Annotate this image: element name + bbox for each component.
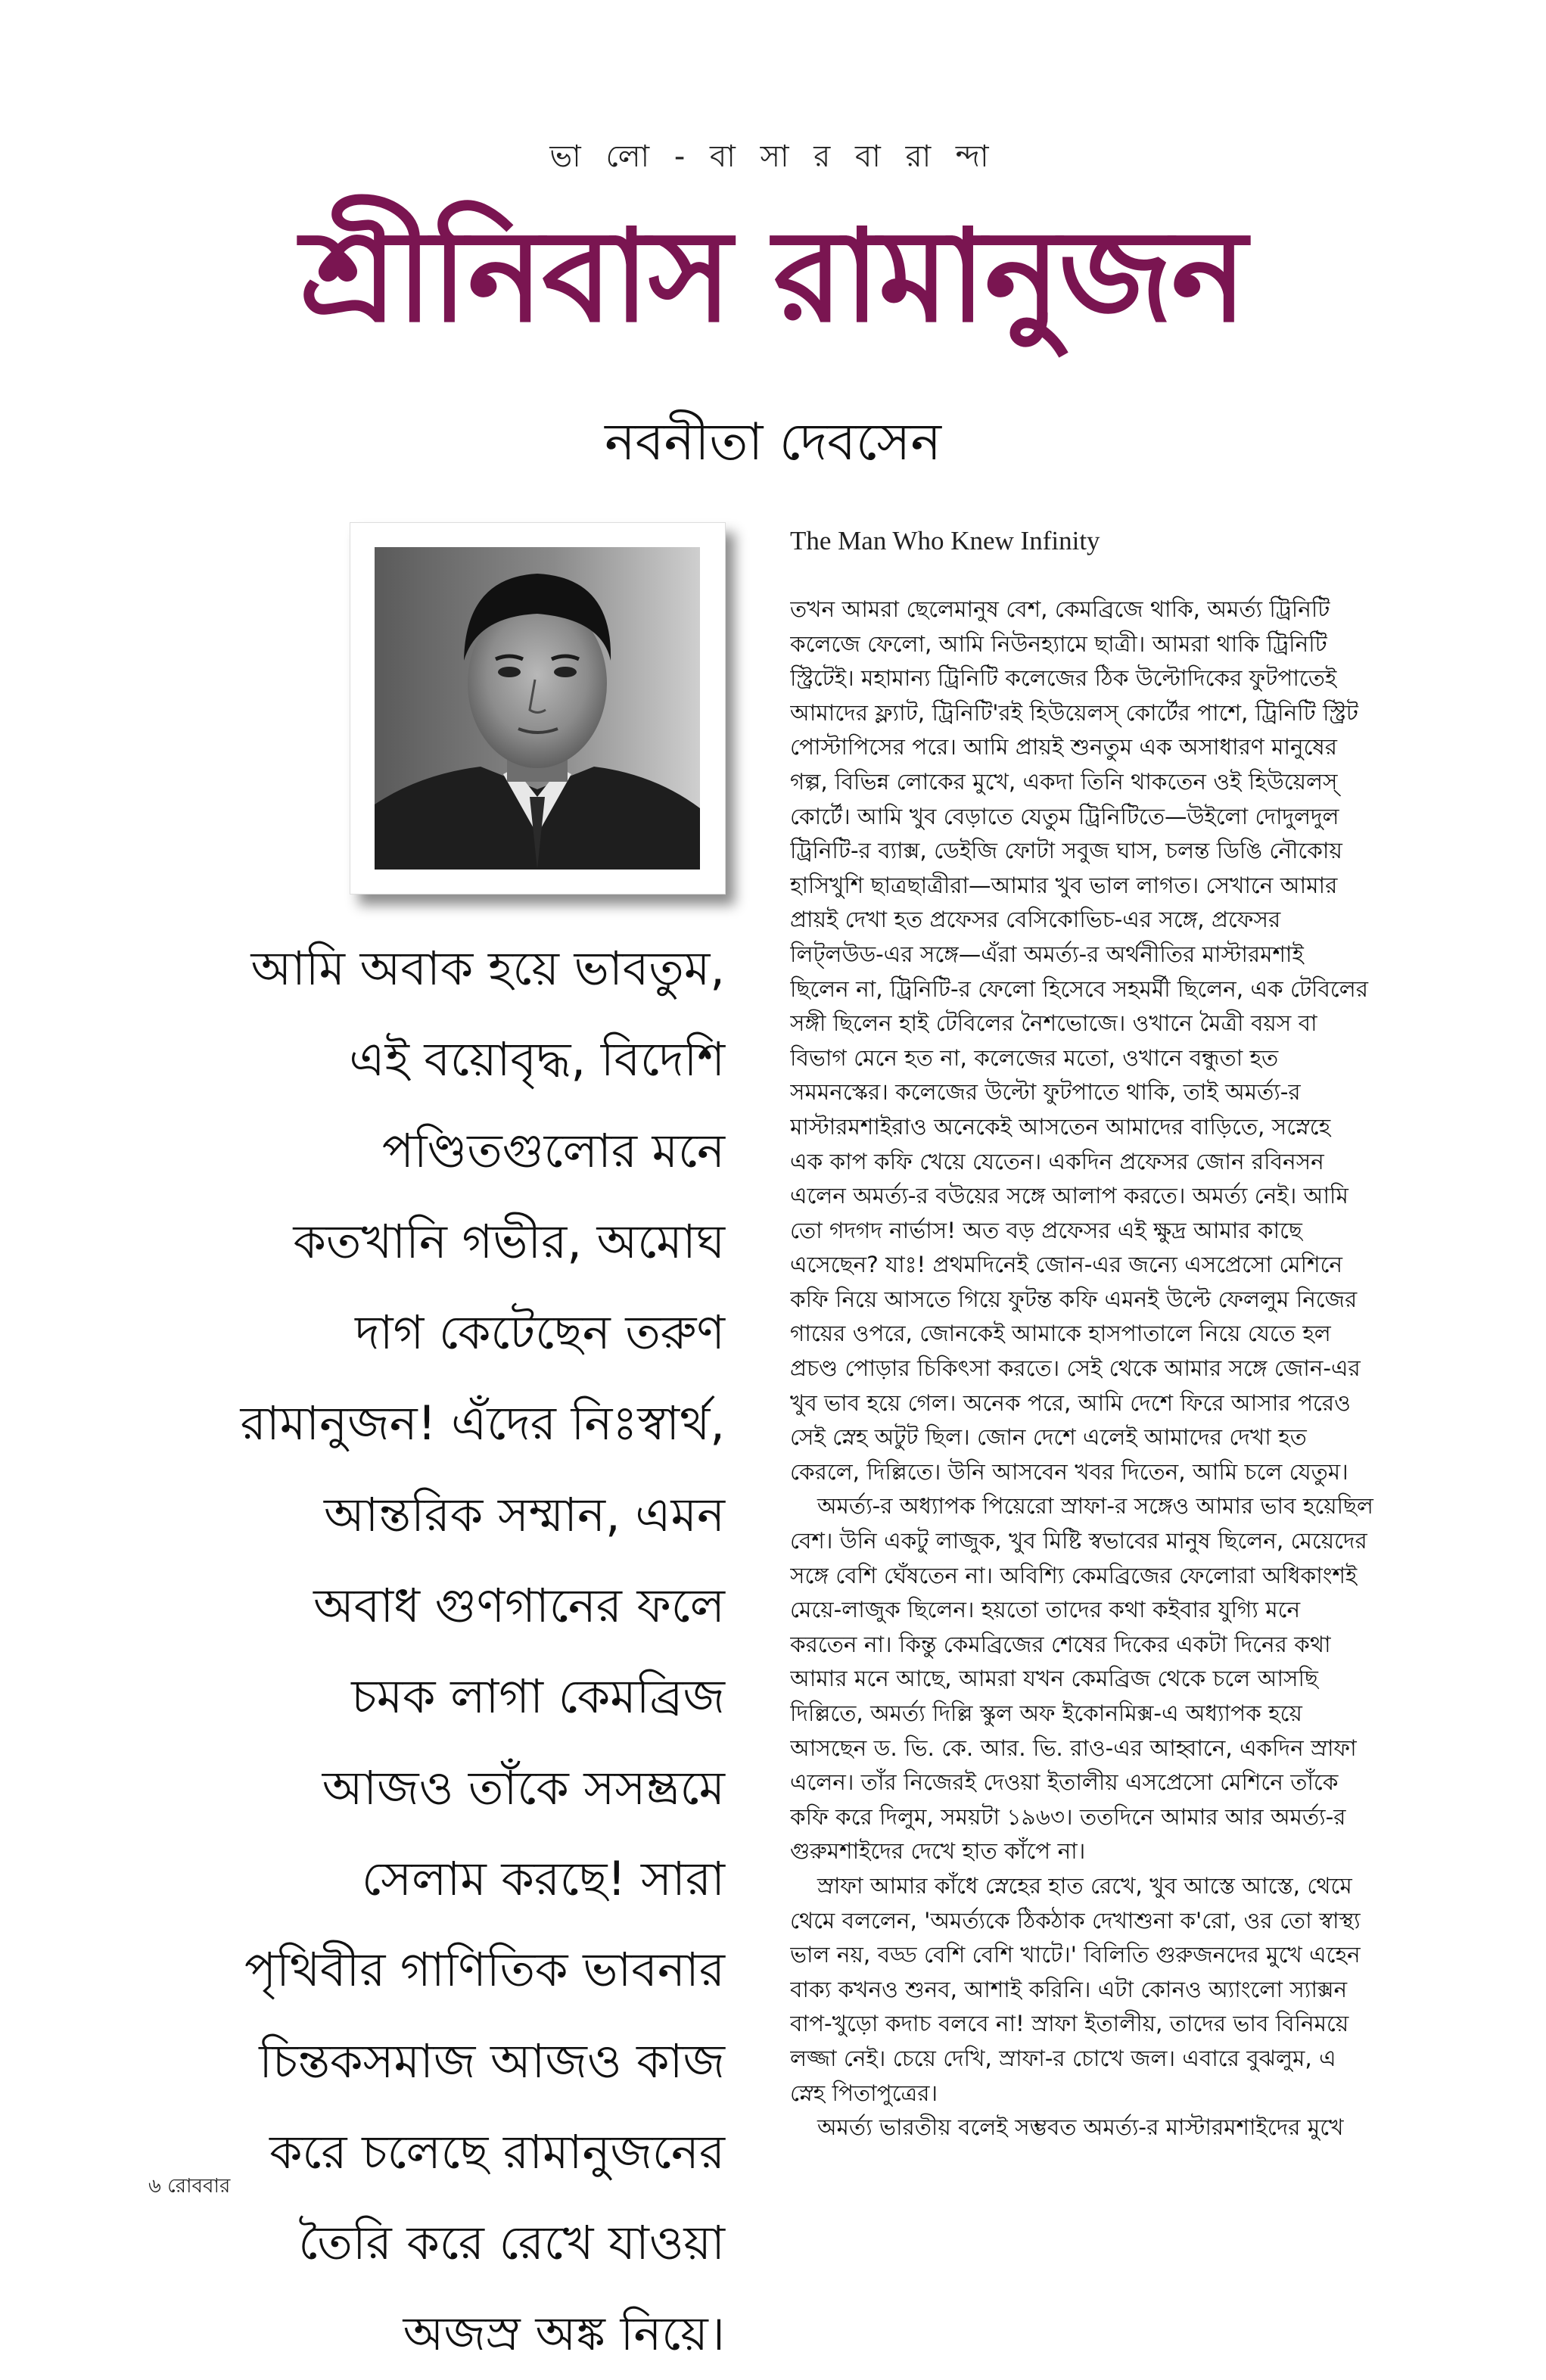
pull-quote-line: পৃথিবীর গাণিতিক ভাবনার <box>244 1942 725 1998</box>
article-line: বাক্য কখনও শুনব, আশাই করিনি। এটা কোনও অ্যাংলো স্যাক্সন <box>790 1976 1348 2002</box>
article-line: লজ্জা নেই। চেয়ে দেখি, স্রাফা-র চোখে জল। এবারে বুঝলুম, এ <box>790 2045 1336 2071</box>
article-line: মেয়ে-লাজুক ছিলেন। হয়তো তাদের কথা কইবার যুগ্যি মনে <box>790 1597 1301 1623</box>
pull-quote-line: অবাধ গুণগানের ফলে <box>313 1578 725 1634</box>
article-paragraph <box>790 1869 1426 2111</box>
article-line: লিট্‌লউড-এর সঙ্গে—এঁরা অমর্ত্য-র অর্থনীতির মাস্টারমশাই <box>790 941 1304 967</box>
article-line: এলেন। তাঁর নিজেরই দেওয়া ইতালীয় এসপ্রেসো মেশিনে তাঁকে <box>790 1769 1339 1796</box>
page-footer: ৬ রোববার <box>148 2175 231 2198</box>
article-line: দিল্লিতে, অমর্ত্য দিল্লি স্কুল অফ ইকোনমিক্স-এ অধ্যাপক হয়ে <box>790 1700 1302 1726</box>
article-paragraph <box>790 1489 1426 1869</box>
article-line: কফি করে দিলুম, সময়টা ১৯৬৩। ততদিনে আমার আর অমর্ত্য-র <box>790 1803 1346 1830</box>
article-line: বেশ। উনি একটু লাজুক, খুব মিষ্টি স্বভাবের মানুষ ছিলেন, মেয়েদের <box>790 1528 1367 1554</box>
pull-quote-line: আন্তরিক সম্মান, এমন <box>324 1486 725 1542</box>
article-line: খুব ভাব হয়ে গেল। অনেক পরে, আমি দেশে ফিরে আসার পরেও <box>790 1389 1351 1416</box>
article-line: বাপ-খুড়ো কদাচ বলবে না! স্রাফা ইতালীয়, তাদের ভাব বিনিময়ে <box>790 2011 1349 2037</box>
article-author: নবনীতা দেবসেন <box>605 412 941 472</box>
article-line: কলেজে ফেলো, আমি নিউনহ্যামে ছাত্রী। আমরা থাকি ট্রিনিটি <box>790 630 1327 657</box>
article-line: ভাল নয়, বড্ড বেশি বেশি খাটে।' বিলিতি গুরুজনদের মুখে এহেন <box>790 1942 1361 1968</box>
article-line: আমার মনে আছে, আমরা যখন কেমব্রিজ থেকে চলে আসছি <box>790 1666 1318 1692</box>
article-line: কোর্টে। আমি খুব বেড়াতে যেতুম ট্রিনিটিতে—উইলো দোদুলদুল <box>790 803 1339 829</box>
article-line: পোস্টাপিসের পরে। আমি প্রায়ই শুনতুম এক অসাধারণ মানুষের <box>790 734 1337 761</box>
article-line: সঙ্গে বেশি ঘেঁষতেন না। অবিশ্যি কেমব্রিজের ফেলোরা অধিকাংশই <box>790 1562 1358 1588</box>
article-line: তখন আমরা ছেলেমানুষ বেশ, কেমব্রিজে থাকি, অমর্ত্য ট্রিনিটি <box>790 596 1330 622</box>
article-line: স্নেহ পিতাপুত্রের। <box>790 2080 938 2106</box>
article-line: গল্প, বিভিন্ন লোকের মুখে, একদা তিনি থাকতেন ওই হিউয়েলস্ <box>790 768 1338 795</box>
pull-quote-line: পণ্ডিতগুলোর মনে <box>381 1122 725 1178</box>
section-kicker: ভা লো - বা সা র বা রা ন্দা <box>549 139 997 174</box>
article-body <box>790 526 1426 2145</box>
article-line: বিভাগ মেনে হত না, কলেজের মতো, ওখানে বন্ধুতা হত <box>790 1044 1279 1071</box>
article-paragraph <box>790 593 1426 1489</box>
pull-quote-line: চিন্তকসমাজ আজও কাজ <box>259 2033 725 2089</box>
article-line: গায়ের ওপরে, জোনকেই আমাকে হাসপাতালে নিয়ে যেতে হল <box>790 1321 1331 1347</box>
article-line: এলেন অমর্ত্য-র বউয়ের সঙ্গে আলাপ করতে। অমর্ত্য নেই। আমি <box>790 1183 1348 1209</box>
article-line: মাস্টারমশাইরাও অনেকেই আসতেন আমাদের বাড়িতে, সস্নেহে <box>790 1113 1331 1140</box>
portrait-photo-icon <box>375 547 700 870</box>
pull-quote-line: তৈরি করে রেখে যাওয়া <box>298 2215 725 2271</box>
article-line: এসেছেন? যাঃ! প্রথমদিনেই জোন-এর জন্যে এসপ্রেসো মেশিনে <box>790 1252 1343 1278</box>
article-line: প্রায়ই দেখা হত প্রফেসর বেসিকোভিচ-এর সঙ্গে, প্রফেসর <box>790 907 1281 933</box>
article-line: কেরলে, দিল্লিতে। উনি আসবেন খবর দিতেন, আমি চলে যেতুম। <box>790 1458 1348 1485</box>
article-line: সেই স্নেহ অটুট ছিল। জোন দেশে এলেই আমাদের দেখা হত <box>790 1424 1307 1451</box>
article-line: সমমনস্কের। কলেজের উল্টো ফুটপাতে থাকি, তাই অমর্ত্য-র <box>790 1079 1301 1106</box>
pull-quote-line: চমক লাগা কেমব্রিজ <box>351 1669 725 1725</box>
article-line: গুরুমশাইদের দেখে হাত কাঁপে না। <box>790 1838 1086 1865</box>
article-title: শ্রীনিবাস রামানুজন <box>300 202 1246 350</box>
article-line: তো গদগদ নার্ভাস! অত বড় প্রফেসর এই ক্ষুদ্র আমার কাছে <box>790 1217 1302 1243</box>
article-subhead: The Man Who Knew Infinity <box>790 526 1100 555</box>
article-line: এক কাপ কফি খেয়ে যেতেন। একদিন প্রফেসর জোন রবিনসন <box>790 1148 1324 1174</box>
article-line: ট্রিনিটি-র ব্যাক্স, ডেইজি ফোটা সবুজ ঘাস, চলন্ত ডিঙি নৌকোয় <box>790 838 1342 864</box>
pull-quote-line: আজও তাঁকে সসম্ভ্রমে <box>322 1759 725 1815</box>
pull-quote-line: করে চলেছে রামানুজনের <box>269 2123 725 2179</box>
pull-quote-line: সেলাম করছে! সারা <box>362 1850 725 1906</box>
article-line: স্ট্রিটেই। মহামান্য ট্রিনিটি কলেজের ঠিক উল্টোদিকের ফুটপাতেই <box>790 665 1337 692</box>
pull-quote-line: কতখানি গভীর, অমোঘ <box>293 1213 725 1269</box>
pull-quote-line: আমি অবাক হয়ে ভাবতুম, <box>250 941 725 996</box>
article-line: হাসিখুশি ছাত্রছাত্রীরা—আমার খুব ভাল লাগত। সেখানে আমার <box>790 872 1338 898</box>
pull-quote <box>114 923 725 2380</box>
portrait-photo <box>350 522 726 894</box>
article-line: অমর্ত্য ভারতীয় বলেই সম্ভবত অমর্ত্য-র মাস্টারমশাইদের মুখে <box>817 2114 1344 2141</box>
article-line: কফি নিয়ে আসতে গিয়ে ফুটন্ত কফি এমনই উল্টে ফেললুম নিজের <box>790 1286 1358 1312</box>
article-line: আসছেন ড. ভি. কে. আর. ভি. রাও-এর আহ্বানে, একদিন স্রাফা <box>790 1734 1357 1761</box>
article-line: স্রাফা আমার কাঁধে স্নেহের হাত রেখে, খুব আস্তে আস্তে, থেমে <box>817 1872 1352 1899</box>
article-line: আমাদের ফ্ল্যাট, ট্রিনিটি'রই হিউয়েলস্ কোর্টের পাশে, ট্রিনিটি স্ট্রিট <box>790 699 1358 726</box>
article-paragraph <box>790 2111 1426 2145</box>
pull-quote-line: দাগ কেটেছেন তরুণ <box>355 1305 725 1361</box>
article-line: প্রচণ্ড পোড়ার চিকিৎসা করতে। সেই থেকে আমার সঙ্গে জোন-এর <box>790 1355 1361 1382</box>
article-line: থেমে বললেন, 'অমর্ত্যকে ঠিকঠাক দেখাশুনা ক'রো, ওর তো স্বাস্থ্য <box>790 1907 1361 1934</box>
pull-quote-line: রামানুজন! এঁদের নিঃস্বার্থ, <box>240 1395 725 1451</box>
article-line: সঙ্গী ছিলেন হাই টেবিলের নৈশভোজে। ওখানে মৈত্রী বয়স বা <box>790 1010 1317 1037</box>
article-line: ছিলেন না, ট্রিনিটি-র ফেলো হিসেবে সহমর্মী ছিলেন, এক টেবিলের <box>790 975 1368 1002</box>
article-line: করতেন না। কিন্তু কেমব্রিজের শেষের দিকের একটা দিনের কথা <box>790 1631 1331 1657</box>
pull-quote-line: এই বয়োবৃদ্ধ, বিদেশি <box>349 1031 725 1087</box>
article-paragraphs <box>790 593 1426 2145</box>
article-line: অমর্ত্য-র অধ্যাপক পিয়েরো স্রাফা-র সঙ্গেও আমার ভাব হয়েছিল <box>817 1493 1373 1520</box>
pull-quote-line: অজস্র অঙ্ক নিয়ে। <box>403 2306 725 2362</box>
